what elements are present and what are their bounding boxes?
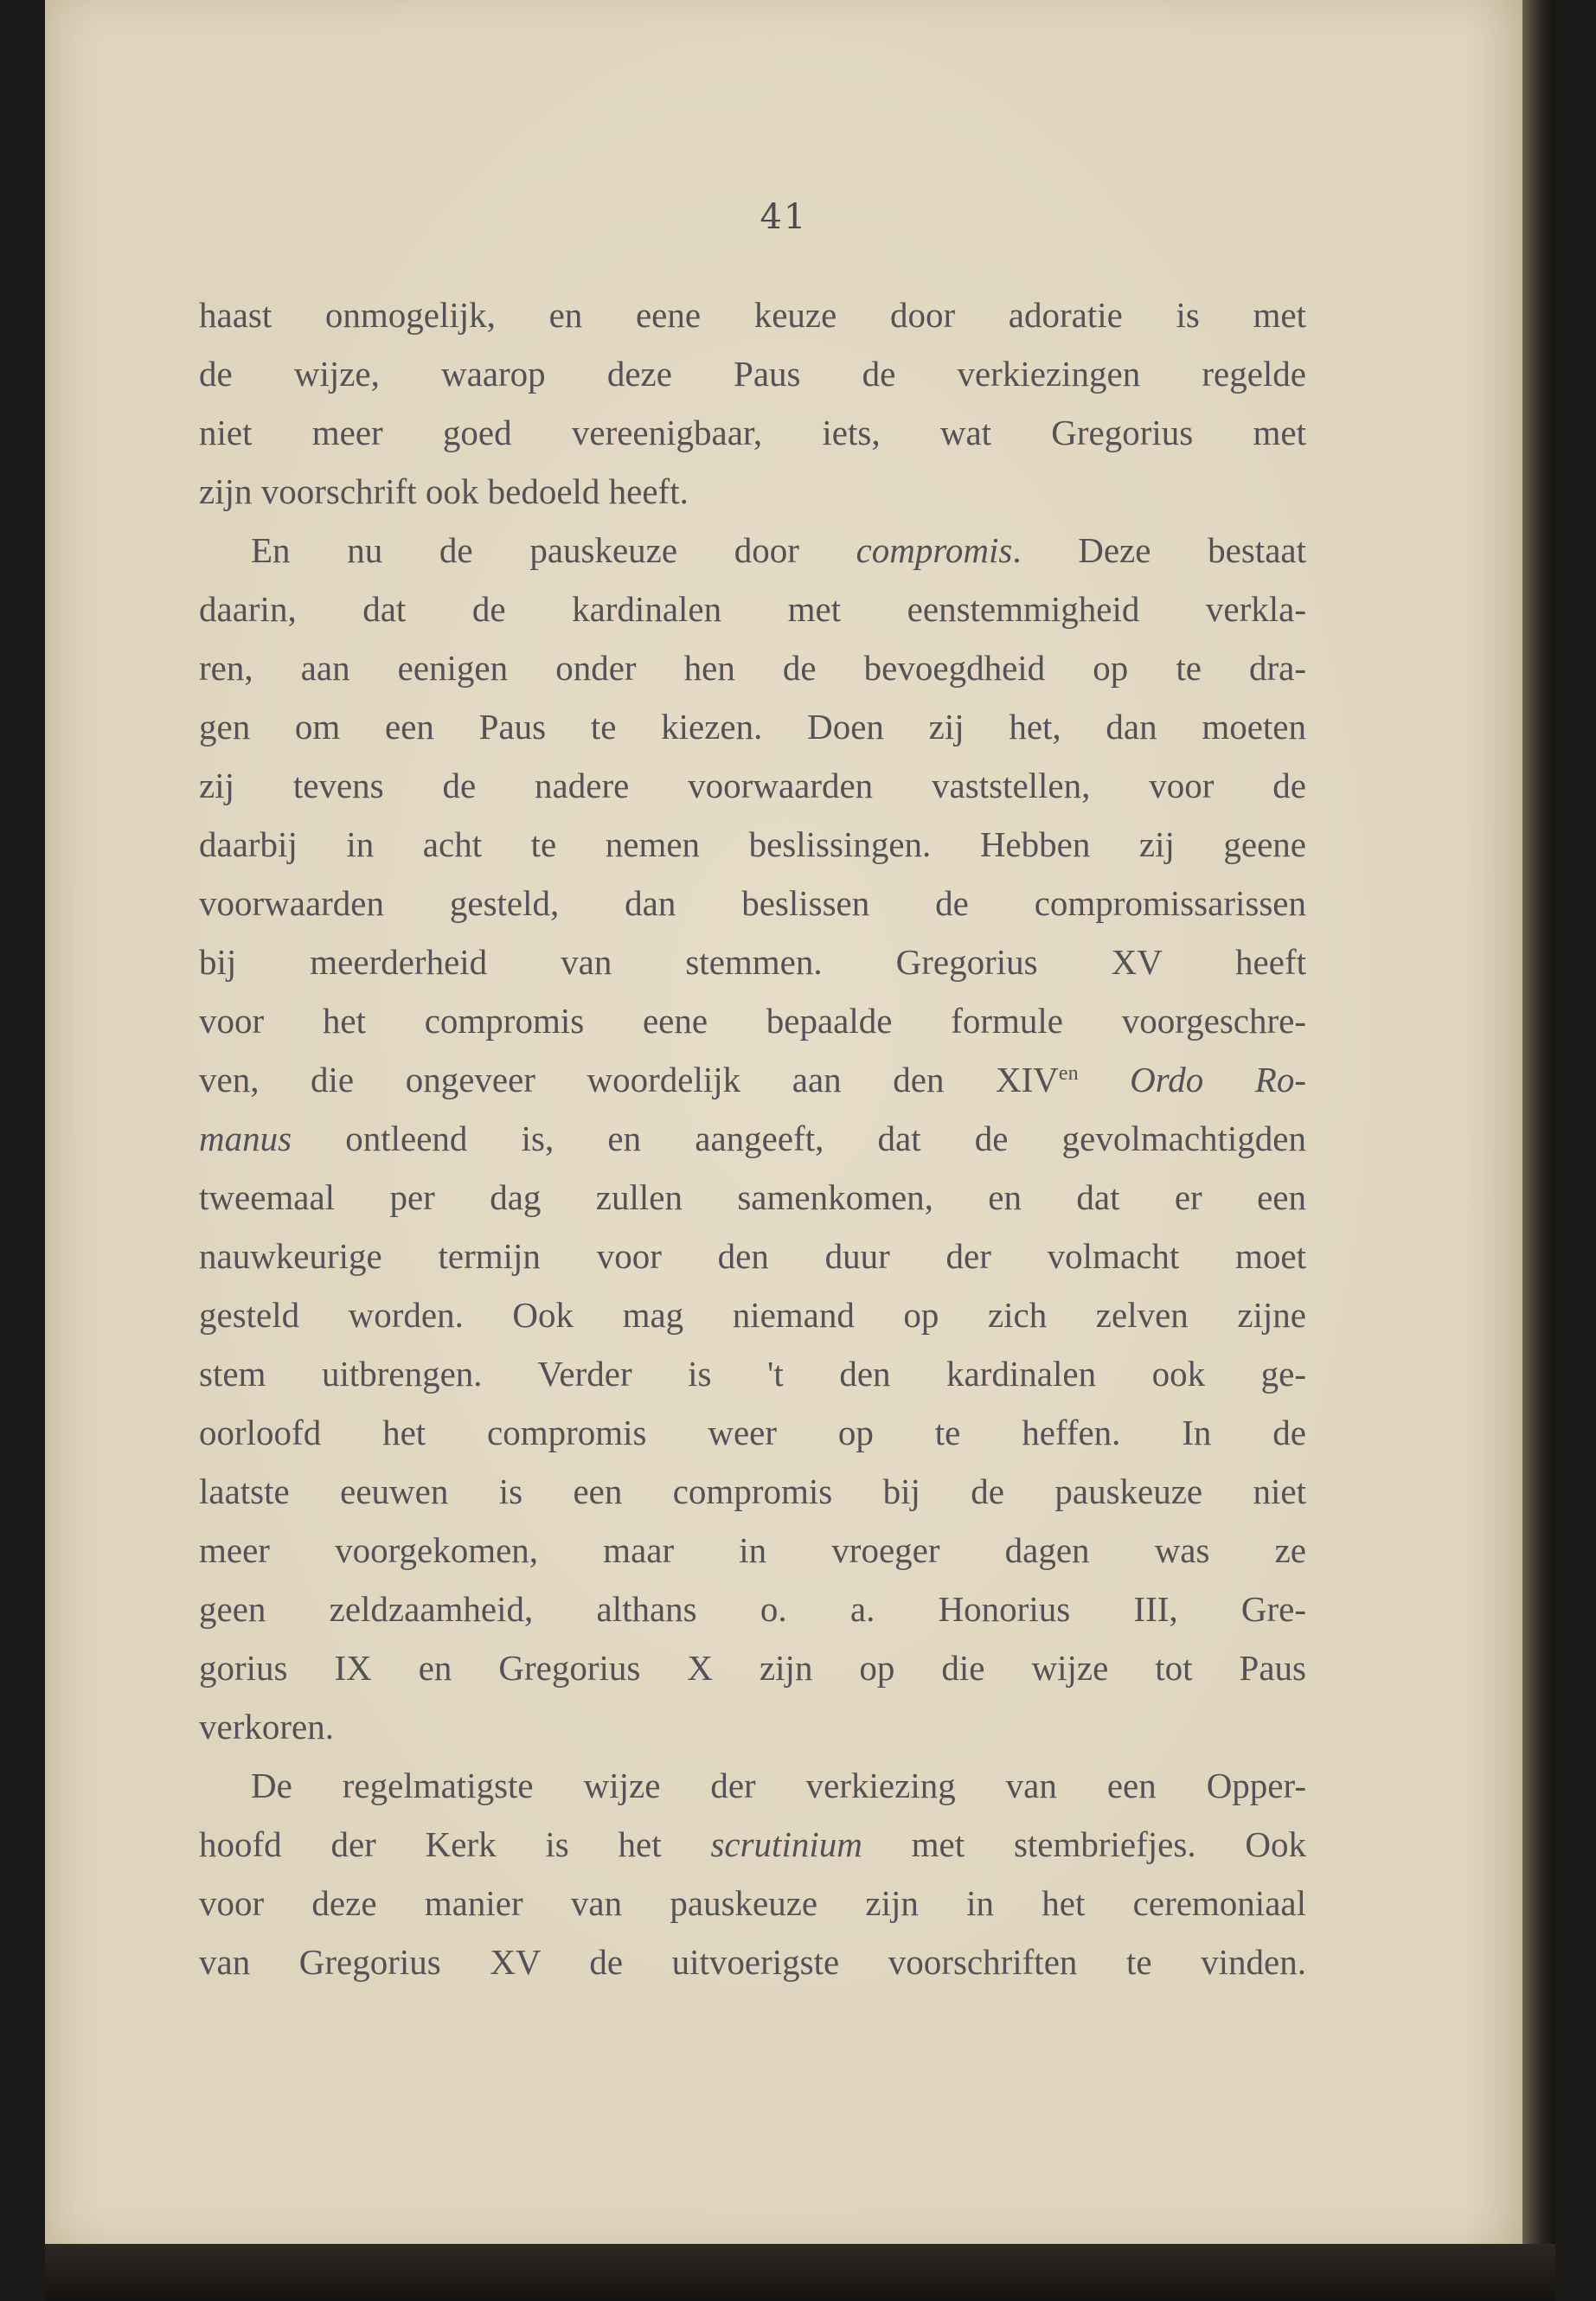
italic-term: manus (199, 1118, 292, 1158)
text-line (199, 1109, 1306, 1168)
body-text (199, 285, 1306, 1991)
superscript: en (1058, 1062, 1079, 1085)
italic-term: compromis (856, 530, 1013, 570)
text-line: voor deze manier van pauskeuze zijn in het ceremoniaal (199, 1883, 1306, 1923)
text-line: nauwkeurige termijn voor den duur der volmacht moet (199, 1236, 1306, 1276)
text-line (199, 521, 1306, 580)
text-segment: hoofd der Kerk is het (199, 1824, 711, 1864)
text-segment: ontleend is, en aangeeft, dat de gevolmachtigden (292, 1118, 1306, 1158)
text-line: zij tevens de nadere voorwaarden vaststellen, voor de (199, 766, 1306, 805)
text-line: verkoren. (199, 1707, 334, 1747)
text-line: ren, aan eenigen onder hen de bevoegdheid op te dra- (199, 648, 1306, 688)
text-line: gesteld worden. Ook mag niemand op zich zelven zijne (199, 1295, 1306, 1335)
text-line: gorius IX en Gregorius X zijn op die wijze tot Paus (199, 1648, 1306, 1688)
book-page (45, 0, 1522, 2244)
text-segment: met stembriefjes. Ook (862, 1824, 1306, 1864)
text-line: gen om een Paus te kiezen. Doen zij het, dan moeten (199, 707, 1306, 747)
text-line (199, 1815, 1306, 1874)
text-line: haast onmogelijk, en eene keuze door adoratie is met (199, 295, 1306, 335)
text-line: van Gregorius XV de uitvoerigste voorschriften te vinden. (199, 1942, 1306, 1982)
text-line: geen zeldzaamheid, althans o. a. Honorius III, Gre- (199, 1589, 1306, 1629)
text-line: tweemaal per dag zullen samenkomen, en dat er een (199, 1177, 1306, 1217)
text-line (199, 1050, 1306, 1109)
italic-term: scrutinium (710, 1824, 862, 1864)
scan-bottom-edge (45, 2244, 1555, 2301)
text-line: niet meer goed vereenigbaar, iets, wat Gregorius met (199, 413, 1306, 452)
text-line: bij meerderheid van stemmen. Gregorius XV heeft (199, 942, 1306, 982)
text-line: de wijze, waarop deze Paus de verkiezingen regelde (199, 354, 1306, 394)
text-line: oorloofd het compromis weer op te heffen. In de (199, 1413, 1306, 1452)
text-line: laatste eeuwen is een compromis bij de pauskeuze niet (199, 1471, 1306, 1511)
text-line: zijn voorschrift ook bedoeld heeft. (199, 471, 689, 511)
text-line: voorwaarden gesteld, dan beslissen de compromissarissen (199, 883, 1306, 923)
book-spine-shadow (1522, 0, 1555, 2244)
text-line: De regelmatigste wijze der verkiezing van een Opper- (251, 1766, 1306, 1805)
text-line: stem uitbrengen. Verder is 't den kardinalen ook ge- (199, 1354, 1306, 1394)
text-segment: . Deze bestaat (1012, 530, 1306, 570)
text-line: daarin, dat de kardinalen met eenstemmigheid verkla- (199, 589, 1306, 629)
page-number: 41 (760, 197, 808, 237)
text-line: meer voorgekomen, maar in vroeger dagen was ze (199, 1530, 1306, 1570)
italic-term: Ordo Ro- (1078, 1060, 1306, 1099)
text-line: voor het compromis eene bepaalde formule voorgeschre- (199, 1001, 1306, 1041)
text-line: daarbij in acht te nemen beslissingen. Hebben zij geene (199, 824, 1306, 864)
text-segment: ven, die ongeveer woordelijk aan den XIV (199, 1060, 1059, 1099)
text-segment: En nu de pauskeuze door (251, 530, 856, 570)
